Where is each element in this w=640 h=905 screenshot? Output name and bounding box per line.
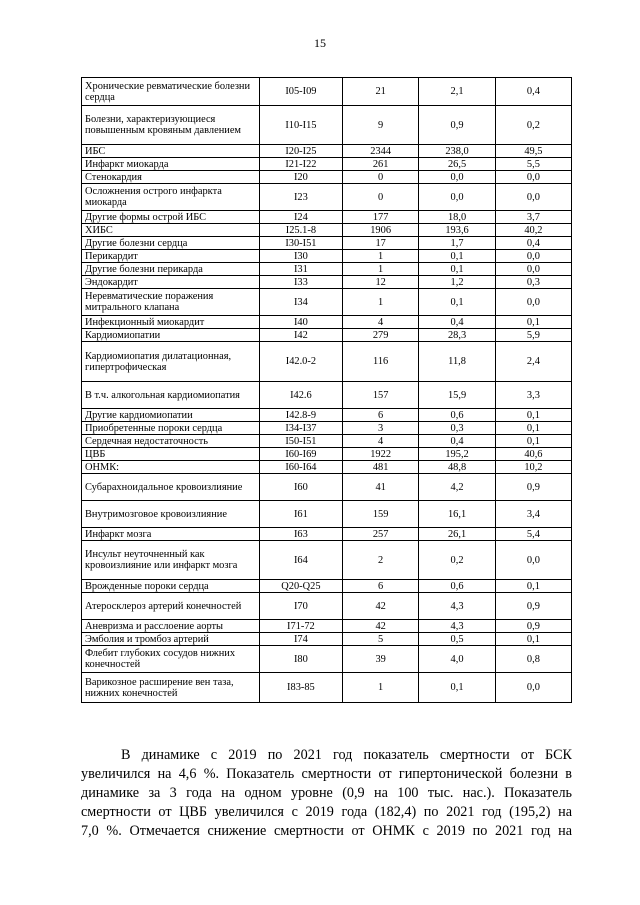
icd-code-cell: Q20-Q25 [259, 580, 342, 593]
table-row [82, 237, 572, 250]
icd-code-cell: I24 [259, 211, 342, 224]
icd-code-cell: I70 [259, 593, 342, 620]
table-row [82, 448, 572, 461]
row-name-cell: ИБС [82, 145, 260, 158]
value-cell-2: 0,1 [419, 263, 496, 276]
row-name-cell: Внутримозговое кровоизлияние [82, 501, 260, 528]
row-name-cell: Другие кардиомиопатии [82, 409, 260, 422]
value-cell-2: 1,2 [419, 276, 496, 289]
paragraph-line: динамике за 3 года на одном уровне (0,9 на 100 тыс. нас.). Показатель [81, 785, 572, 801]
table-row [82, 474, 572, 501]
paragraph-line: 7,0 %. Отмечается снижение смертности от ОНМК с 2019 по 2021 год на [81, 823, 572, 839]
table-row [82, 78, 572, 106]
icd-code-cell: I34-I37 [259, 422, 342, 435]
row-name-cell: Другие формы острой ИБС [82, 211, 260, 224]
icd-code-cell: I60-I64 [259, 461, 342, 474]
value-cell-2: 26,1 [419, 528, 496, 541]
value-cell-3: 0,0 [495, 673, 571, 703]
value-cell-1: 0 [342, 184, 418, 211]
value-cell-3: 0,0 [495, 289, 571, 316]
value-cell-1: 1 [342, 289, 418, 316]
row-name-cell: Болезни, характеризующиеся повышенным кровяным давлением [82, 106, 260, 145]
table-row [82, 145, 572, 158]
icd-code-cell: I42.0-2 [259, 342, 342, 382]
table-row [82, 501, 572, 528]
paragraph-line: В динамике с 2019 по 2021 год показатель смертности от БСК [121, 747, 572, 763]
row-name-cell: Кардиомиопатии [82, 329, 260, 342]
table-row [82, 593, 572, 620]
row-name-cell: Другие болезни перикарда [82, 263, 260, 276]
icd-code-cell: I21-I22 [259, 158, 342, 171]
table-row [82, 184, 572, 211]
value-cell-1: 21 [342, 78, 418, 106]
value-cell-1: 41 [342, 474, 418, 501]
table-row [82, 106, 572, 145]
value-cell-1: 42 [342, 593, 418, 620]
value-cell-1: 42 [342, 620, 418, 633]
value-cell-1: 177 [342, 211, 418, 224]
mortality-table [81, 77, 572, 703]
value-cell-3: 0,9 [495, 593, 571, 620]
value-cell-2: 11,8 [419, 342, 496, 382]
value-cell-2: 0,0 [419, 184, 496, 211]
value-cell-3: 0,4 [495, 237, 571, 250]
row-name-cell: Аневризма и расслоение аорты [82, 620, 260, 633]
icd-code-cell: I42 [259, 329, 342, 342]
table-row [82, 422, 572, 435]
value-cell-3: 5,5 [495, 158, 571, 171]
value-cell-3: 40,6 [495, 448, 571, 461]
value-cell-1: 39 [342, 646, 418, 673]
value-cell-2: 0,5 [419, 633, 496, 646]
row-name-cell: Инсульт неуточненный как кровоизлияние или инфаркт мозга [82, 541, 260, 580]
value-cell-1: 0 [342, 171, 418, 184]
icd-code-cell: I42.6 [259, 382, 342, 409]
row-name-cell: Хронические ревматические болезни сердца [82, 78, 260, 106]
icd-code-cell: I23 [259, 184, 342, 211]
body-paragraph [81, 746, 572, 841]
value-cell-1: 3 [342, 422, 418, 435]
value-cell-2: 4,3 [419, 620, 496, 633]
value-cell-2: 0,4 [419, 316, 496, 329]
value-cell-1: 2 [342, 541, 418, 580]
value-cell-1: 159 [342, 501, 418, 528]
value-cell-3: 0,0 [495, 184, 571, 211]
value-cell-3: 0,9 [495, 474, 571, 501]
row-name-cell: ОНМК: [82, 461, 260, 474]
row-name-cell: Инфаркт миокарда [82, 158, 260, 171]
value-cell-1: 9 [342, 106, 418, 145]
table-row [82, 528, 572, 541]
value-cell-3: 0,0 [495, 250, 571, 263]
row-name-cell: ЦВБ [82, 448, 260, 461]
value-cell-2: 0,4 [419, 435, 496, 448]
icd-code-cell: I20-I25 [259, 145, 342, 158]
icd-code-cell: I30 [259, 250, 342, 263]
value-cell-1: 157 [342, 382, 418, 409]
row-name-cell: Неревматические поражения митрального клапана [82, 289, 260, 316]
row-name-cell: Инфаркт мозга [82, 528, 260, 541]
page-number: 15 [314, 36, 326, 50]
value-cell-3: 3,3 [495, 382, 571, 409]
table-row [82, 342, 572, 382]
value-cell-2: 26,5 [419, 158, 496, 171]
value-cell-3: 2,4 [495, 342, 571, 382]
value-cell-2: 0,1 [419, 289, 496, 316]
value-cell-3: 40,2 [495, 224, 571, 237]
value-cell-1: 257 [342, 528, 418, 541]
value-cell-2: 0,2 [419, 541, 496, 580]
table-row [82, 382, 572, 409]
row-name-cell: Эндокардит [82, 276, 260, 289]
value-cell-3: 0,1 [495, 633, 571, 646]
value-cell-2: 48,8 [419, 461, 496, 474]
row-name-cell: Субарахноидальное кровоизлияние [82, 474, 260, 501]
table-body [82, 78, 572, 703]
table-row [82, 461, 572, 474]
icd-code-cell: I25.1-8 [259, 224, 342, 237]
row-name-cell: В т.ч. алкогольная кардиомиопатия [82, 382, 260, 409]
table-row [82, 316, 572, 329]
value-cell-3: 49,5 [495, 145, 571, 158]
value-cell-3: 0,3 [495, 276, 571, 289]
value-cell-2: 15,9 [419, 382, 496, 409]
value-cell-1: 1922 [342, 448, 418, 461]
value-cell-3: 0,0 [495, 541, 571, 580]
table-row [82, 171, 572, 184]
value-cell-2: 0,6 [419, 580, 496, 593]
row-name-cell: Перикардит [82, 250, 260, 263]
value-cell-3: 0,1 [495, 409, 571, 422]
value-cell-2: 0,3 [419, 422, 496, 435]
value-cell-1: 1 [342, 263, 418, 276]
row-name-cell: Варикозное расширение вен таза, нижних конечностей [82, 673, 260, 703]
value-cell-3: 0,1 [495, 435, 571, 448]
table-row [82, 263, 572, 276]
table-row [82, 541, 572, 580]
value-cell-2: 193,6 [419, 224, 496, 237]
icd-code-cell: I63 [259, 528, 342, 541]
icd-code-cell: I40 [259, 316, 342, 329]
value-cell-3: 5,9 [495, 329, 571, 342]
value-cell-1: 4 [342, 435, 418, 448]
table-row [82, 409, 572, 422]
row-name-cell: Флебит глубоких сосудов нижних конечностей [82, 646, 260, 673]
value-cell-2: 28,3 [419, 329, 496, 342]
value-cell-3: 3,4 [495, 501, 571, 528]
value-cell-1: 5 [342, 633, 418, 646]
icd-code-cell: I33 [259, 276, 342, 289]
value-cell-2: 4,3 [419, 593, 496, 620]
table-row [82, 158, 572, 171]
icd-code-cell: I74 [259, 633, 342, 646]
paragraph-line: увеличился на 4,6 %. Показатель смертности от гипертонической болезни в [81, 766, 572, 782]
value-cell-3: 0,9 [495, 620, 571, 633]
row-name-cell: Сердечная недостаточность [82, 435, 260, 448]
table-row [82, 580, 572, 593]
row-name-cell: Эмболия и тромбоз артерий [82, 633, 260, 646]
value-cell-2: 0,6 [419, 409, 496, 422]
table-row [82, 250, 572, 263]
icd-code-cell: I61 [259, 501, 342, 528]
table-row [82, 673, 572, 703]
value-cell-1: 12 [342, 276, 418, 289]
icd-code-cell: I80 [259, 646, 342, 673]
value-cell-2: 2,1 [419, 78, 496, 106]
value-cell-2: 4,2 [419, 474, 496, 501]
value-cell-3: 3,7 [495, 211, 571, 224]
table-row [82, 646, 572, 673]
value-cell-2: 1,7 [419, 237, 496, 250]
icd-code-cell: I31 [259, 263, 342, 276]
icd-code-cell: I50-I51 [259, 435, 342, 448]
value-cell-1: 17 [342, 237, 418, 250]
value-cell-3: 0,8 [495, 646, 571, 673]
icd-code-cell: I42.8-9 [259, 409, 342, 422]
row-name-cell: ХИБС [82, 224, 260, 237]
value-cell-3: 10,2 [495, 461, 571, 474]
value-cell-1: 116 [342, 342, 418, 382]
value-cell-1: 6 [342, 580, 418, 593]
row-name-cell: Врожденные пороки сердца [82, 580, 260, 593]
value-cell-2: 18,0 [419, 211, 496, 224]
table-row [82, 435, 572, 448]
table-row [82, 329, 572, 342]
value-cell-3: 5,4 [495, 528, 571, 541]
icd-code-cell: I60 [259, 474, 342, 501]
value-cell-3: 0,1 [495, 580, 571, 593]
icd-code-cell: I30-I51 [259, 237, 342, 250]
value-cell-1: 4 [342, 316, 418, 329]
row-name-cell: Кардиомиопатия дилатационная, гипертрофическая [82, 342, 260, 382]
icd-code-cell: I10-I15 [259, 106, 342, 145]
icd-code-cell: I34 [259, 289, 342, 316]
value-cell-1: 2344 [342, 145, 418, 158]
value-cell-2: 16,1 [419, 501, 496, 528]
value-cell-3: 0,0 [495, 263, 571, 276]
icd-code-cell: I64 [259, 541, 342, 580]
value-cell-3: 0,1 [495, 422, 571, 435]
icd-code-cell: I83-85 [259, 673, 342, 703]
icd-code-cell: I20 [259, 171, 342, 184]
value-cell-3: 0,2 [495, 106, 571, 145]
table-row [82, 289, 572, 316]
value-cell-3: 0,4 [495, 78, 571, 106]
row-name-cell: Атеросклероз артерий конечностей [82, 593, 260, 620]
row-name-cell: Приобретенные пороки сердца [82, 422, 260, 435]
value-cell-2: 0,9 [419, 106, 496, 145]
value-cell-2: 238,0 [419, 145, 496, 158]
value-cell-2: 0,1 [419, 673, 496, 703]
icd-code-cell: I60-I69 [259, 448, 342, 461]
value-cell-1: 279 [342, 329, 418, 342]
icd-code-cell: I05-I09 [259, 78, 342, 106]
value-cell-1: 1906 [342, 224, 418, 237]
paragraph-line: смертности от ЦВБ увеличился с 2019 года (182,4) по 2021 год (195,2) на [81, 804, 572, 820]
table-row [82, 276, 572, 289]
table-row [82, 211, 572, 224]
value-cell-3: 0,1 [495, 316, 571, 329]
table-row [82, 620, 572, 633]
value-cell-1: 1 [342, 673, 418, 703]
value-cell-1: 6 [342, 409, 418, 422]
value-cell-1: 481 [342, 461, 418, 474]
value-cell-2: 0,0 [419, 171, 496, 184]
row-name-cell: Инфекционный миокардит [82, 316, 260, 329]
value-cell-1: 261 [342, 158, 418, 171]
row-name-cell: Стенокардия [82, 171, 260, 184]
value-cell-2: 4,0 [419, 646, 496, 673]
value-cell-2: 0,1 [419, 250, 496, 263]
value-cell-2: 195,2 [419, 448, 496, 461]
value-cell-1: 1 [342, 250, 418, 263]
table-row [82, 224, 572, 237]
table-row [82, 633, 572, 646]
value-cell-3: 0,0 [495, 171, 571, 184]
row-name-cell: Другие болезни сердца [82, 237, 260, 250]
row-name-cell: Осложнения острого инфаркта миокарда [82, 184, 260, 211]
icd-code-cell: I71-72 [259, 620, 342, 633]
